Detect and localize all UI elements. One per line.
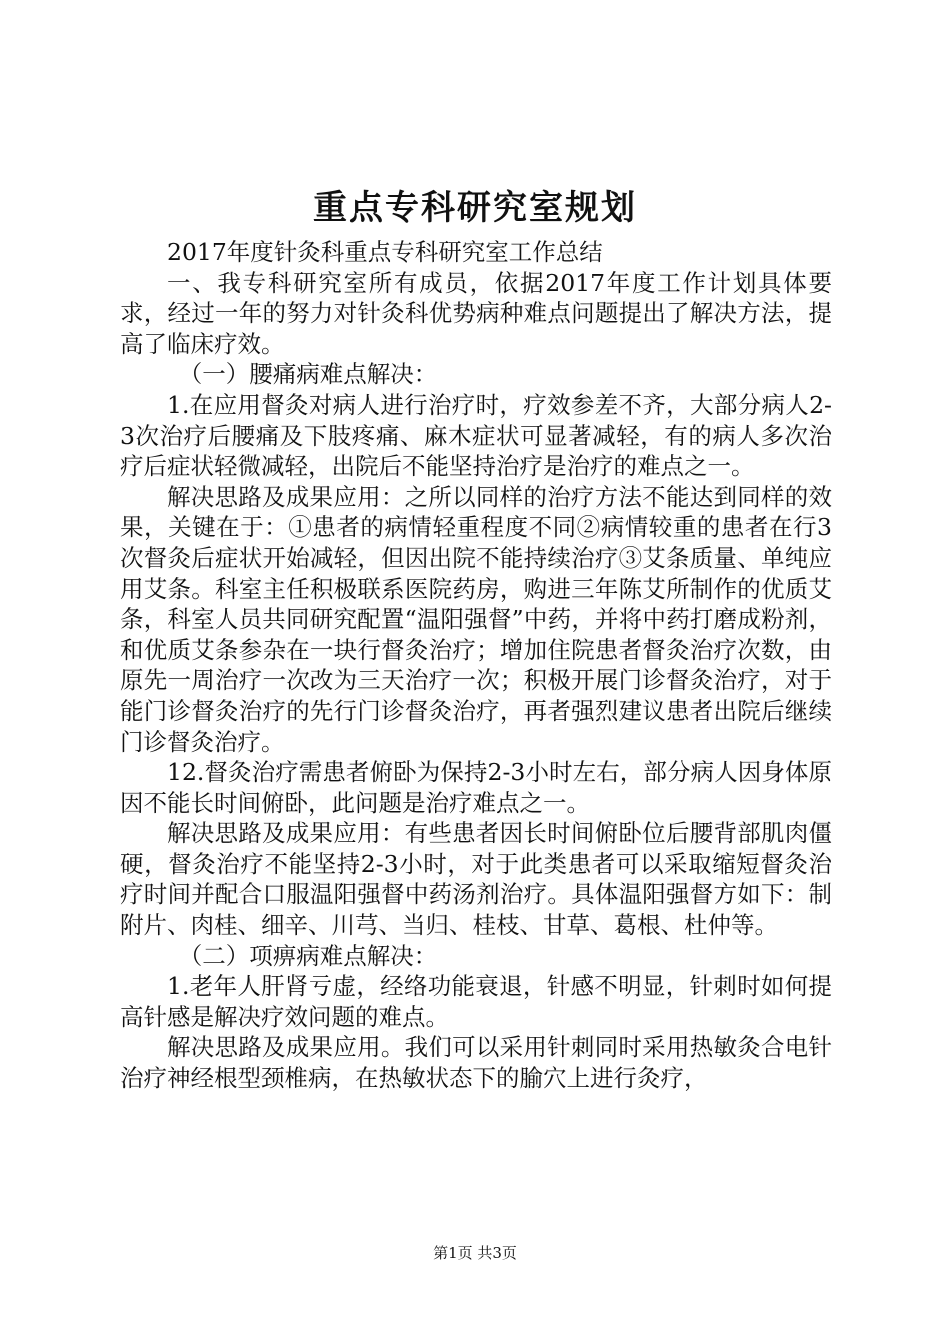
section-heading: （二）项痹病难点解决：: [178, 941, 438, 970]
paragraph: 1.在应用督灸对病人进行治疗时，疗效参差不齐，大部分病人2-3次治疗后腰痛及下肢疼痛、麻木症状可显著减轻，有的病人多次治疗后症状轻微减轻，出院后不能坚持治疗是治疗的难点之一。: [120, 390, 832, 481]
paragraph: 12.督灸治疗需患者俯卧为保持2-3小时左右，部分病人因身体原因不能长时间俯卧，此问题是治疗难点之一。: [120, 758, 832, 817]
paragraph: 一、我专科研究室所有成员，依据2017年度工作计划具体要求，经过一年的努力对针灸科优势病种难点问题提出了解决方法，提高了临床疗效。: [120, 268, 832, 358]
paragraph: 解决思路及成果应用。我们可以采用针刺同时采用热敏灸合电针治疗神经根型颈椎病，在热敏状态下的腧穴上进行灸疗，: [120, 1033, 832, 1093]
paragraph: 解决思路及成果应用：之所以同样的治疗方法不能达到同样的效果，关键在于：①患者的病情轻重程度不同②病情较重的患者在行3次督灸后症状开始减轻，但因出院不能持续治疗③艾条质量、单纯应用艾条。科室主任积极联系医院药房，购进三年陈艾所制作的优质艾条，科室人员共同研究配置“温阳强督”中药，并将中药打磨成粉剂，和优质艾条参杂在一块行督灸治疗；增加住院患者督灸治疗次数，由原先一周治疗一次改为三天治疗一次；积极开展门诊督灸治疗，对于能门诊督灸治疗的先行门诊督灸治疗，再者强烈建议患者出院后继续门诊督灸治疗。: [120, 482, 832, 756]
paragraph: 1.老年人肝肾亏虚，经络功能衰退，针感不明显，针刺时如何提高针感是解决疗效问题的难点。: [120, 972, 832, 1031]
document-title: 重点专科研究室规划: [313, 188, 637, 228]
section-heading: （一）腰痛病难点解决：: [178, 360, 438, 389]
paragraph-subtitle: 2017年度针灸科重点专科研究室工作总结: [167, 238, 603, 266]
document-body: [120, 237, 832, 1094]
page-footer: 第1页 共3页: [433, 1244, 517, 1262]
paragraph: 解决思路及成果应用：有些患者因长时间俯卧位后腰背部肌肉僵硬，督灸治疗不能坚持2-3小时，对于此类患者可以采取缩短督灸治疗时间并配合口服温阳强督中药汤剂治疗。具体温阳强督方如下：制附片、肉桂、细辛、川芎、当归、桂枝、甘草、葛根、杜仲等。: [120, 819, 832, 940]
